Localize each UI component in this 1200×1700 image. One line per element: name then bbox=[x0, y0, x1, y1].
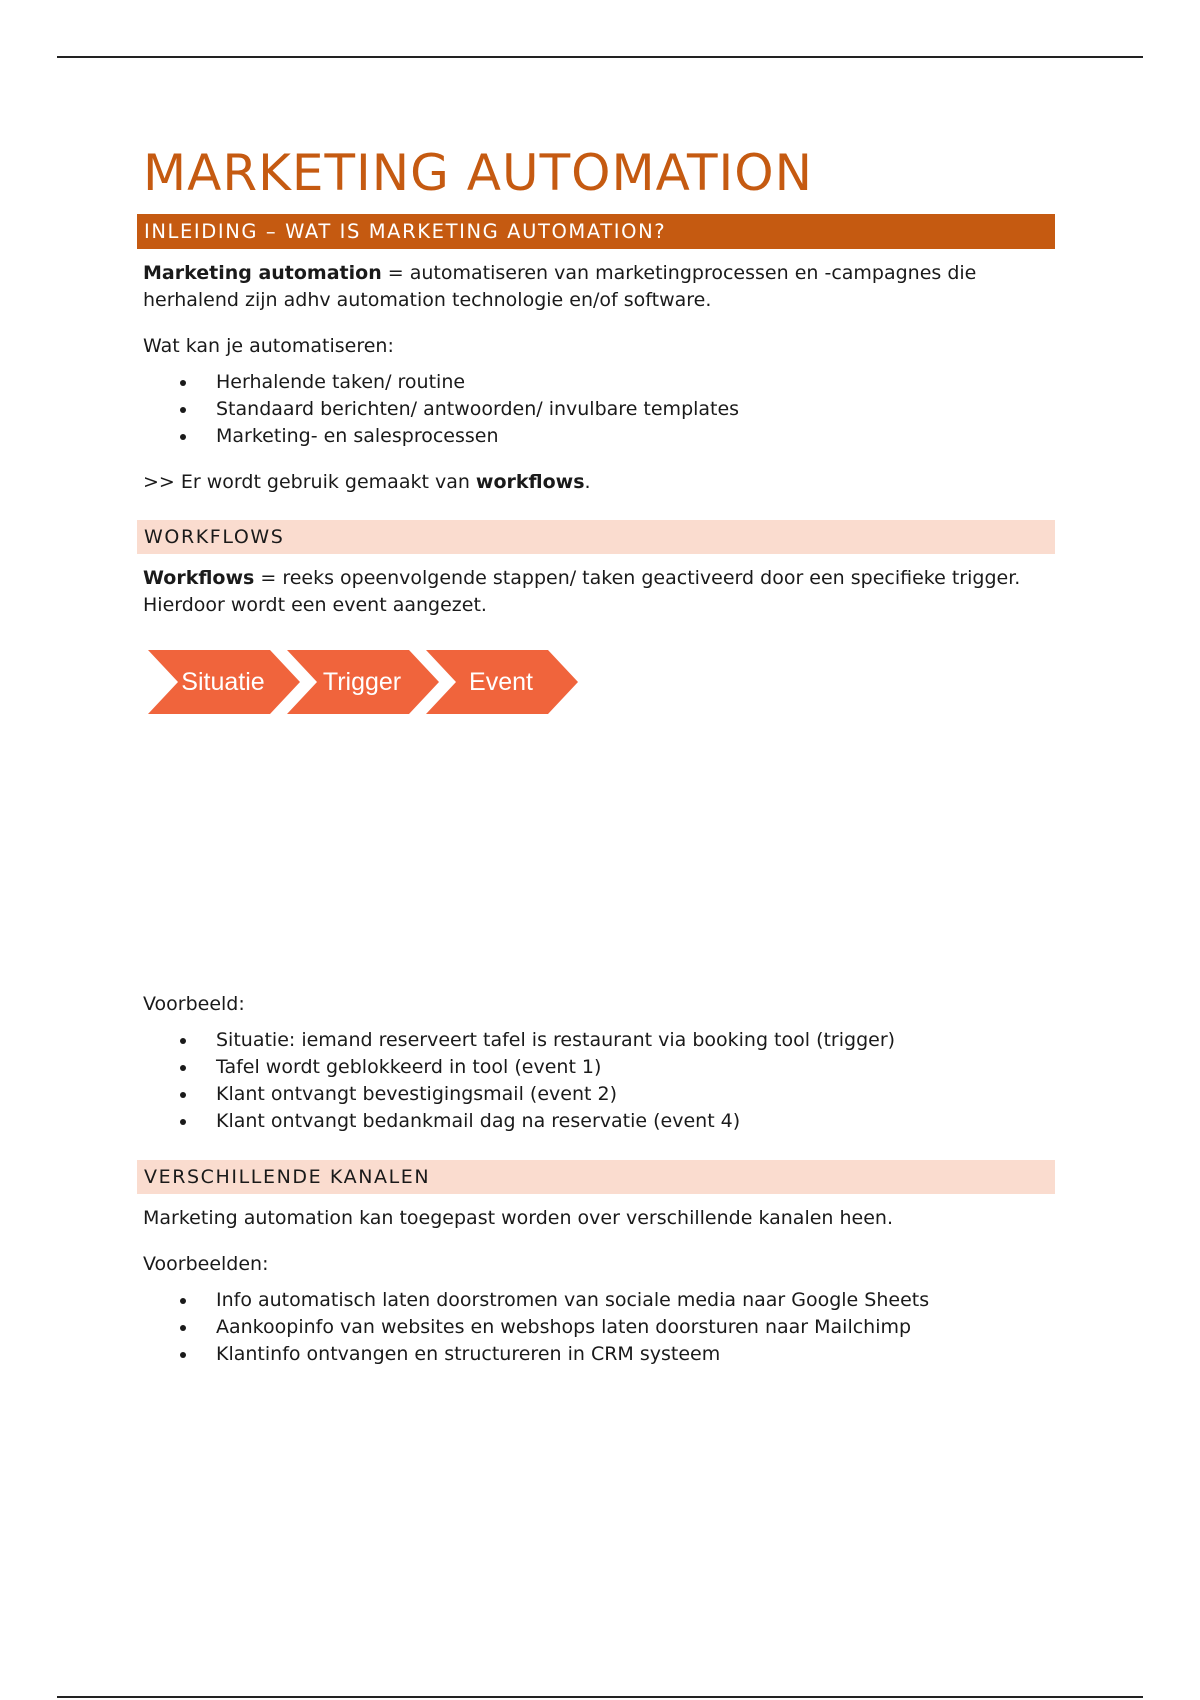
chevron-label: Situatie bbox=[181, 668, 265, 696]
list-item: Herhalende taken/ routine bbox=[143, 369, 1063, 396]
list-item: Klantinfo ontvangen en structureren in CRM systeem bbox=[143, 1341, 1063, 1368]
workflows-example-list bbox=[143, 1027, 1063, 1135]
list-item: Standaard berichten/ antwoorden/ invulbare templates bbox=[143, 396, 1063, 423]
intro-note-bold: workflows bbox=[475, 471, 585, 493]
list-item: Marketing- en salesprocessen bbox=[143, 423, 1063, 450]
workflows-definition-text: = reeks opeenvolgende stappen/ taken geactiveerd door een specifieke trigger. Hierdoor wordt een event aangezet. bbox=[143, 567, 1021, 616]
intro-definition bbox=[143, 260, 1063, 314]
chevron-situatie bbox=[148, 650, 300, 714]
list-item: Situatie: iemand reserveert tafel is restaurant via booking tool (trigger) bbox=[143, 1027, 1063, 1054]
list-item: Klant ontvangt bedankmail dag na reservatie (event 4) bbox=[143, 1108, 1063, 1135]
channels-intro: Marketing automation kan toegepast worden over verschillende kanalen heen. bbox=[143, 1207, 893, 1229]
intro-note bbox=[143, 469, 1063, 496]
intro-definition-term: Marketing automation bbox=[143, 262, 382, 284]
chevron-event bbox=[426, 650, 578, 714]
intro-definition-text: = automatiseren van marketingprocessen en -campagnes die herhalend zijn adhv automation technologie en/of software. bbox=[143, 262, 977, 311]
chevron-label: Trigger bbox=[322, 668, 402, 696]
list-item: Klant ontvangt bevestigingsmail (event 2) bbox=[143, 1081, 1063, 1108]
channels-list bbox=[143, 1287, 1063, 1368]
page-title: MARKETING AUTOMATION bbox=[143, 144, 813, 202]
section-heading-workflows: WORKFLOWS bbox=[137, 520, 1055, 554]
intro-list bbox=[143, 369, 1063, 450]
footer-rule bbox=[57, 1696, 1143, 1698]
chevron-label: Event bbox=[469, 668, 533, 696]
workflow-chevron-diagram bbox=[143, 650, 583, 718]
header-rule bbox=[57, 56, 1143, 58]
workflows-definition-term: Workflows bbox=[143, 567, 255, 589]
section-heading-channels: VERSCHILLENDE KANALEN bbox=[137, 1160, 1055, 1194]
workflows-example-label: Voorbeeld: bbox=[143, 993, 245, 1015]
intro-note-prefix: >> Er wordt gebruik gemaakt van bbox=[143, 471, 476, 493]
list-item: Tafel wordt geblokkeerd in tool (event 1) bbox=[143, 1054, 1063, 1081]
list-item: Aankoopinfo van websites en webshops laten doorsturen naar Mailchimp bbox=[143, 1314, 1063, 1341]
chevron-trigger bbox=[287, 650, 439, 714]
document-body bbox=[143, 140, 1063, 1368]
channels-examples-label: Voorbeelden: bbox=[143, 1253, 269, 1275]
intro-list-label: Wat kan je automatiseren: bbox=[143, 335, 394, 357]
intro-note-suffix: . bbox=[584, 471, 591, 493]
workflows-definition bbox=[143, 565, 1063, 619]
section-heading-intro: INLEIDING – WAT IS MARKETING AUTOMATION? bbox=[137, 214, 1055, 249]
list-item: Info automatisch laten doorstromen van sociale media naar Google Sheets bbox=[143, 1287, 1063, 1314]
